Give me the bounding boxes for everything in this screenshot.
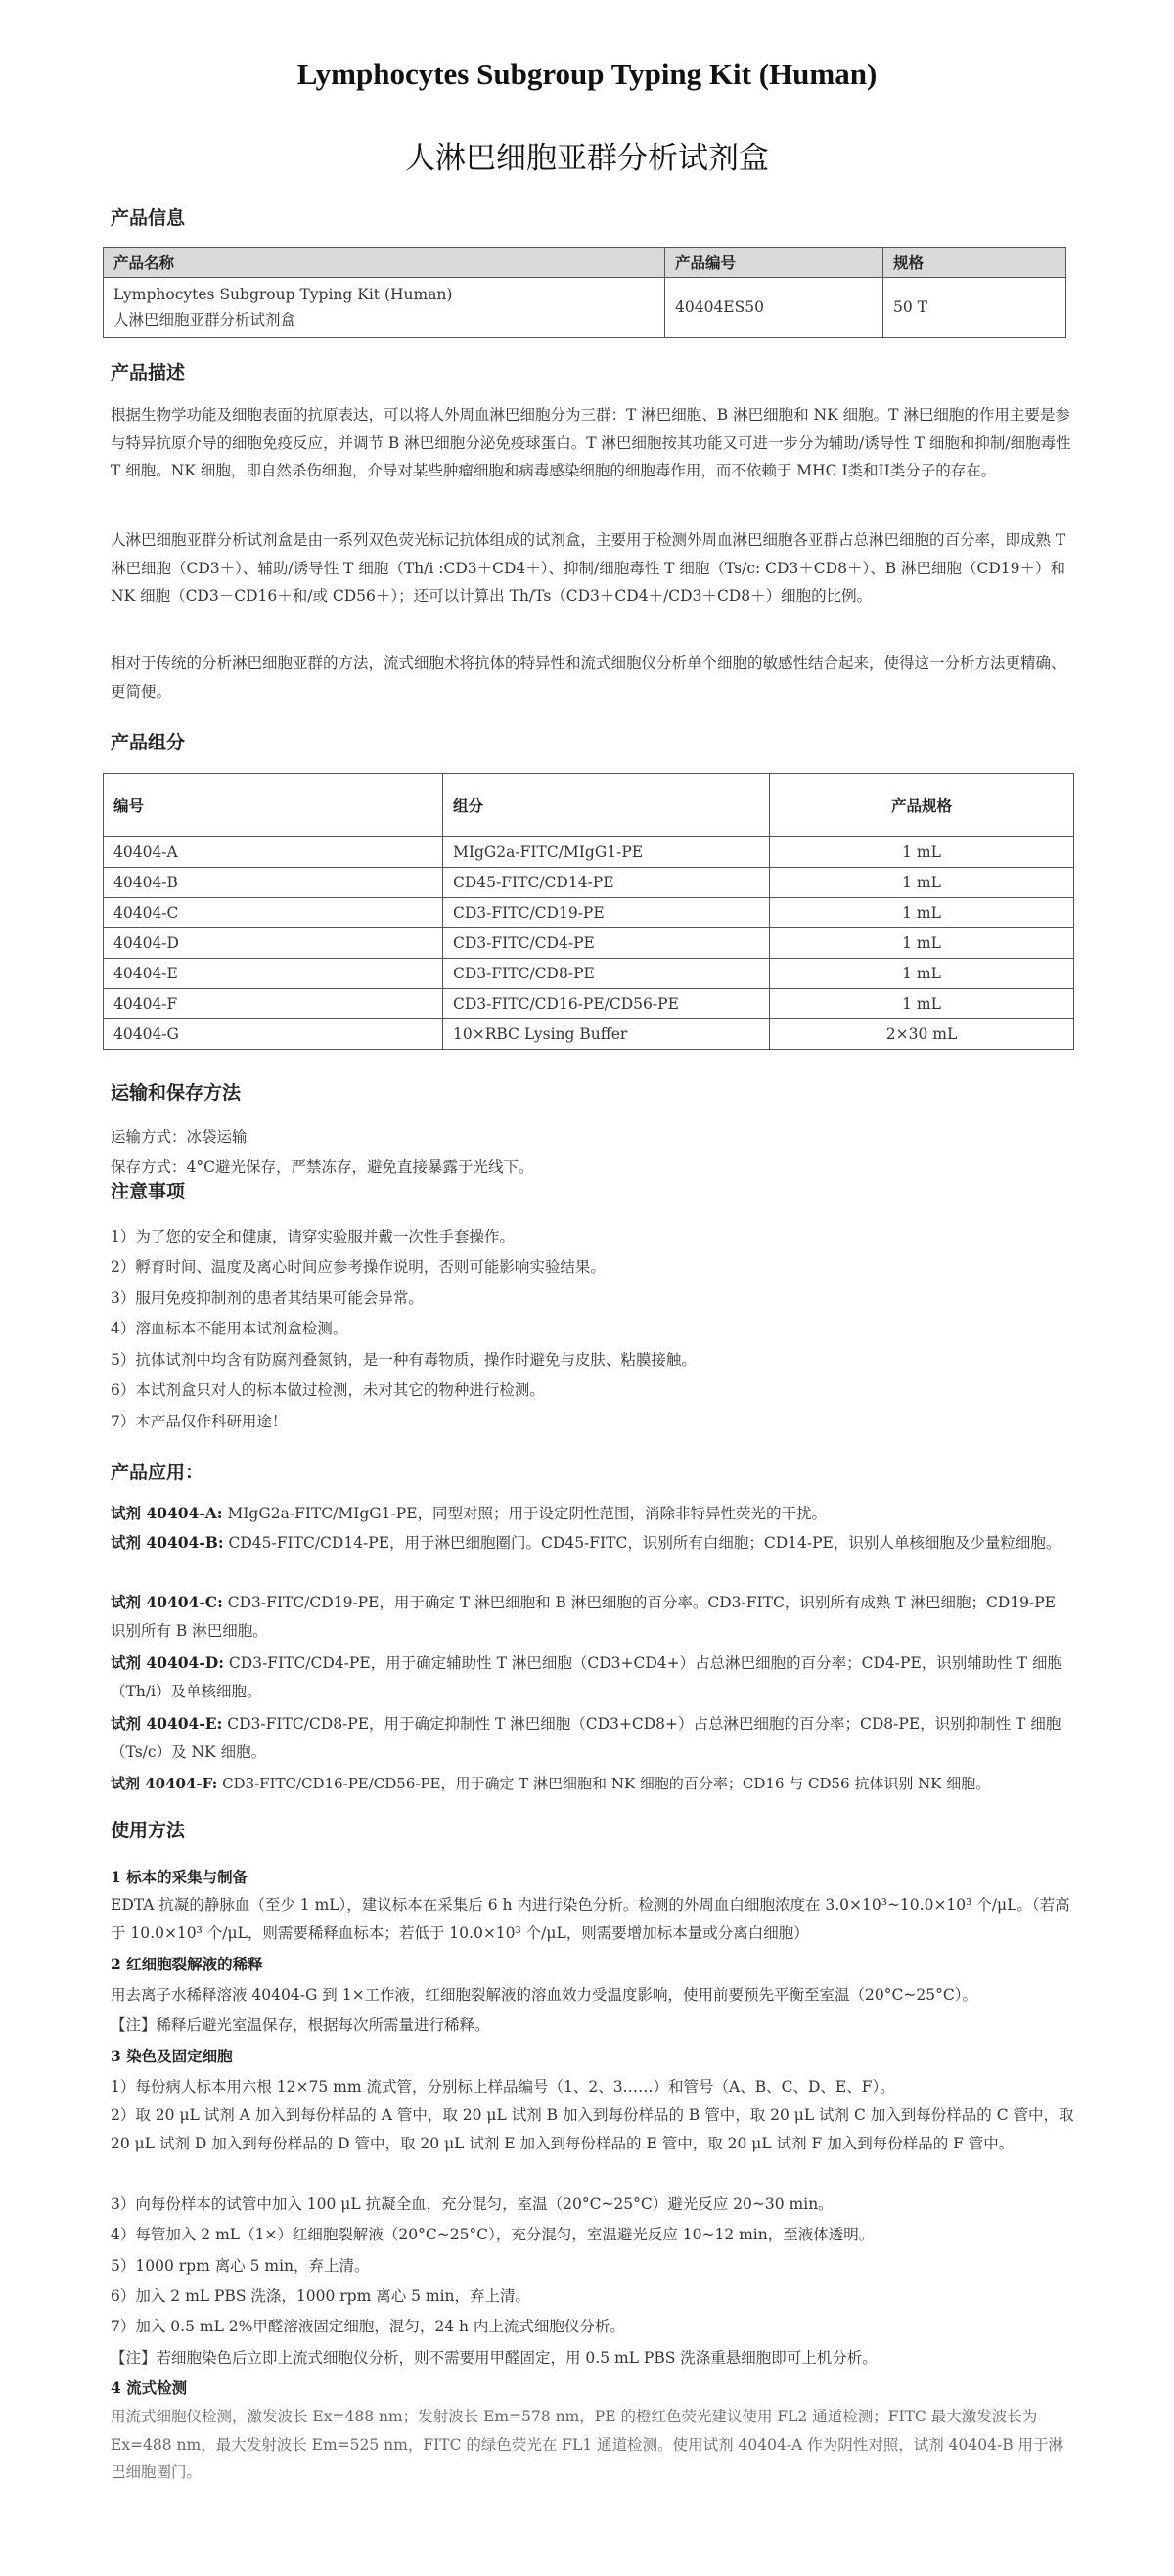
note-item: 5）抗体试剂中均含有防腐剂叠氮钠，是一种有毒物质，操作时避免与皮肤、粘膜接触。 [111, 1351, 697, 1369]
heading-product-info: 产品信息 [111, 207, 186, 229]
usage-step-2-title: 2 红细胞裂解液的稀释 [111, 1955, 263, 1973]
heading-components: 产品组分 [111, 732, 186, 753]
component-spec: 1 mL [770, 989, 1074, 1019]
title-english: Lymphocytes Subgroup Typing Kit (Human) [296, 57, 878, 91]
usage-step-3-note: 【注】若细胞染色后立即上流式细胞仪分析，则不需要用甲醛固定，用 0.5 mL PBS 洗涤重悬细胞即可上机分析。 [111, 2349, 878, 2367]
component-spec: 1 mL [770, 928, 1074, 959]
component-name: CD3-FITC/CD4-PE [443, 928, 770, 959]
application-text: CD45-FITC/CD14-PE，用于淋巴细胞圈门。CD45-FITC，识别所有白细胞；CD14-PE，识别人单核细胞及少量粒细胞。 [223, 1534, 1061, 1552]
table-row [104, 928, 1074, 959]
application-label: 试剂 40404-C: [111, 1593, 223, 1611]
title-chinese: 人淋巴细胞亚群分析试剂盒 [405, 141, 769, 176]
header-spec: 规格 [883, 248, 1066, 278]
usage-step-4-text: 用流式细胞仪检测，激发波长 Ex=488 nm；发射波长 Em=578 nm，PE 的橙红色荧光建议使用 FL2 通道检测；FITC 最大激发波长为 Ex=488 nm，最大发射波长 Em=525 nm，FITC 的绿色荧光在 FL1 通道检测。使用试剂 40404-A 作为阴性对照，试剂 40404-B 用于淋巴细胞圈门。 [111, 2408, 1064, 2481]
storage-line-1: 运输方式：冰袋运输 [111, 1128, 248, 1146]
heading-storage: 运输和保存方法 [111, 1082, 242, 1104]
component-spec: 1 mL [770, 959, 1074, 989]
product-spec: 50 T [883, 278, 1066, 338]
component-spec: 1 mL [770, 868, 1074, 898]
product-name-cn: 人淋巴细胞亚群分析试剂盒 [113, 311, 296, 329]
component-code: 40404-C [104, 898, 443, 928]
component-name: 10×RBC Lysing Buffer [443, 1019, 770, 1050]
usage-step-3-title: 3 染色及固定细胞 [111, 2047, 233, 2065]
header-code: 编号 [104, 774, 443, 837]
component-spec: 1 mL [770, 837, 1074, 868]
application-text: CD3-FITC/CD16-PE/CD56-PE，用于确定 T 淋巴细胞和 NK 细胞的百分率；CD16 与 CD56 抗体识别 NK 细胞。 [217, 1775, 991, 1792]
component-code: 40404-G [104, 1019, 443, 1050]
note-item: 2）孵育时间、温度及离心时间应参考操作说明，否则可能影响实验结果。 [111, 1258, 606, 1276]
component-name: CD3-FITC/CD19-PE [443, 898, 770, 928]
component-code: 40404-F [104, 989, 443, 1019]
application-label: 试剂 40404-D: [111, 1653, 224, 1672]
component-name: MIgG2a-FITC/MIgG1-PE [443, 837, 770, 868]
heading-notes: 注意事项 [111, 1181, 186, 1202]
usage-step-1-title: 1 标本的采集与制备 [111, 1868, 248, 1886]
note-item: 1）为了您的安全和健康，请穿实验服并戴一次性手套操作。 [111, 1228, 515, 1245]
application-item-b [111, 1529, 1074, 1585]
application-item-e [111, 1710, 1074, 1766]
product-name-en: Lymphocytes Subgroup Typing Kit (Human) [113, 286, 453, 303]
note-item: 3）服用免疫抑制剂的患者其结果可能会异常。 [111, 1289, 424, 1307]
product-code: 40404ES50 [665, 278, 883, 338]
component-spec: 2×30 mL [770, 1019, 1074, 1050]
usage-step-3-item: 2）取 20 μL 试剂 A 加入到每份样品的 A 管中，取 20 μL 试剂 B 加入到每份样品的 B 管中，取 20 μL 试剂 C 加入到每份样品的 C 管中，取 20 μL 试剂 D 加入到每份样品的 D 管中，取 20 μL 试剂 E 加入到每份样品的 E 管中，取 20 μL 试剂 F 加入到每份样品的 F 管中。 [111, 2106, 1074, 2152]
usage-step-4-title: 4 流式检测 [111, 2378, 188, 2397]
application-label: 试剂 40404-A: [111, 1504, 223, 1522]
table-row [104, 898, 1074, 928]
component-code: 40404-B [104, 868, 443, 898]
application-text: CD3-FITC/CD19-PE，用于确定 T 淋巴细胞和 B 淋巴细胞的百分率。CD3-FITC，识别所有成熟 T 淋巴细胞；CD19-PE 识别所有 B 淋巴细胞。 [111, 1594, 1056, 1640]
application-label: 试剂 40404-E: [111, 1714, 223, 1733]
component-name: CD3-FITC/CD16-PE/CD56-PE [443, 989, 770, 1019]
application-item-c [111, 1589, 1074, 1645]
application-text: MIgG2a-FITC/MIgG1-PE，同型对照；用于设定阴性范围，消除非特异性荧光的干扰。 [222, 1505, 828, 1522]
product-name-cell [104, 278, 665, 338]
product-info-table [103, 247, 1066, 338]
usage-step-2-note: 【注】稀释后避光室温保存，根据每次所需量进行稀释。 [111, 2016, 490, 2034]
usage-step-3-item: 7）加入 0.5 mL 2%甲醛溶液固定细胞，混匀，24 h 内上流式细胞仪分析。 [111, 2318, 625, 2335]
application-text: CD3-FITC/CD8-PE，用于确定抑制性 T 淋巴细胞（CD3+CD8+）占总淋巴细胞的百分率；CD8-PE，识别抑制性 T 细胞（Ts/c）及 NK 细胞。 [111, 1715, 1061, 1761]
description-paragraph-1: 根据生物学功能及细胞表面的抗原表达，可以将人外周血淋巴细胞分为三群：T 淋巴细胞、B 淋巴细胞和 NK 细胞。T 淋巴细胞的作用主要是参与特异抗原介导的细胞免疫反应，并调节 B 淋巴细胞分泌免疫球蛋白。T 淋巴细胞按其功能又可进一步分为辅助/诱导性 T 细胞和抑制/细胞毒性 T 细胞。NK 细胞，即自然杀伤细胞，介导对某些肿瘤细胞和病毒感染细胞的细胞毒作用，而不依赖于 MHC I类和II类分子的存在。 [111, 406, 1071, 479]
application-text: CD3-FITC/CD4-PE，用于确定辅助性 T 淋巴细胞（CD3+CD4+）占总淋巴细胞的百分率；CD4-PE，识别辅助性 T 细胞（Th/i）及单核细胞。 [111, 1654, 1062, 1700]
usage-step-3-item: 4）每管加入 2 mL（1×）红细胞裂解液（20°C~25°C），充分混匀，室温避光反应 10~12 min，至液体透明。 [111, 2226, 875, 2243]
description-paragraph-3: 相对于传统的分析淋巴细胞亚群的方法，流式细胞术将抗体的特异性和流式细胞仪分析单个细胞的敏感性结合起来，使得这一分析方法更精确、更简便。 [111, 655, 1066, 700]
header-name: 产品名称 [104, 248, 665, 278]
application-label: 试剂 40404-F: [111, 1775, 218, 1792]
component-name: CD45-FITC/CD14-PE [443, 868, 770, 898]
table-row [104, 868, 1074, 898]
usage-step-3-item: 1）每份病人标本用六根 12×75 mm 流式管，分别标上样品编号（1、2、3……）和管号（A、B、C、D、E、F）。 [111, 2078, 895, 2096]
heading-description: 产品描述 [111, 362, 186, 384]
usage-step-1-text: EDTA 抗凝的静脉血（至少 1 mL），建议标本在采集后 6 h 内进行染色分析。检测的外周血白细胞浓度在 3.0×10³~10.0×10³ 个/μL。（若高于 10.0×10³ 个/μL，则需要稀释血标本；若低于 10.0×10³ 个/μL，则需要增加标本量或分离白细胞） [111, 1896, 1070, 1942]
component-code: 40404-D [104, 928, 443, 959]
header-spec: 产品规格 [770, 774, 1074, 837]
table-row [104, 1019, 1074, 1050]
note-item: 4）溶血标本不能用本试剂盒检测。 [111, 1320, 348, 1337]
application-item-d [111, 1650, 1074, 1705]
heading-application: 产品应用： [111, 1462, 204, 1483]
table-row [104, 278, 1066, 338]
usage-step-3-item: 3）向每份样本的试管中加入 100 μL 抗凝全血，充分混匀，室温（20°C~25°C）避光反应 20~30 min。 [111, 2195, 834, 2213]
header-component: 组分 [443, 774, 770, 837]
table-header-row [104, 248, 1066, 278]
description-paragraph-2: 人淋巴细胞亚群分析试剂盒是由一系列双色荧光标记抗体组成的试剂盒，主要用于检测外周血淋巴细胞各亚群占总淋巴细胞的百分率，即成熟 T 淋巴细胞（CD3＋）、辅助/诱导性 T 细胞（Th/i :CD3＋CD4＋）、抑制/细胞毒性 T 细胞（Ts/c: CD3＋CD8＋）、B 淋巴细胞（CD19＋）和 NK 细胞（CD3－CD16＋和/或 CD56＋）；还可以计算出 Th/Ts（CD3＋CD4＋/CD3＋CD8＋）细胞的比例。 [111, 531, 1066, 605]
component-spec: 1 mL [770, 898, 1074, 928]
storage-line-2: 保存方式：4°C避光保存，严禁冻存，避免直接暴露于光线下。 [111, 1158, 534, 1176]
component-name: CD3-FITC/CD8-PE [443, 959, 770, 989]
application-item-a [111, 1500, 1074, 1527]
usage-step-2-text: 用去离子水稀释溶液 40404-G 到 1×工作液，红细胞裂解液的溶血效力受温度影响，使用前要预先平衡至室温（20°C~25°C）。 [111, 1986, 977, 2004]
note-item: 6）本试剂盒只对人的标本做过检测，未对其它的物种进行检测。 [111, 1381, 545, 1399]
usage-step-3-item: 5）1000 rpm 离心 5 min，弃上清。 [111, 2257, 370, 2275]
table-row [104, 837, 1074, 868]
table-header-row [104, 774, 1074, 837]
component-code: 40404-E [104, 959, 443, 989]
application-label: 试剂 40404-B: [111, 1533, 224, 1552]
note-item: 7）本产品仅作科研用途！ [111, 1413, 288, 1430]
components-table [103, 773, 1074, 1050]
application-item-f [111, 1770, 1074, 1797]
heading-usage: 使用方法 [111, 1820, 186, 1841]
table-row [104, 989, 1074, 1019]
usage-step-3-item: 6）加入 2 mL PBS 洗涤，1000 rpm 离心 5 min，弃上清。 [111, 2287, 531, 2305]
table-row [104, 959, 1074, 989]
header-code: 产品编号 [665, 248, 883, 278]
component-code: 40404-A [104, 837, 443, 868]
